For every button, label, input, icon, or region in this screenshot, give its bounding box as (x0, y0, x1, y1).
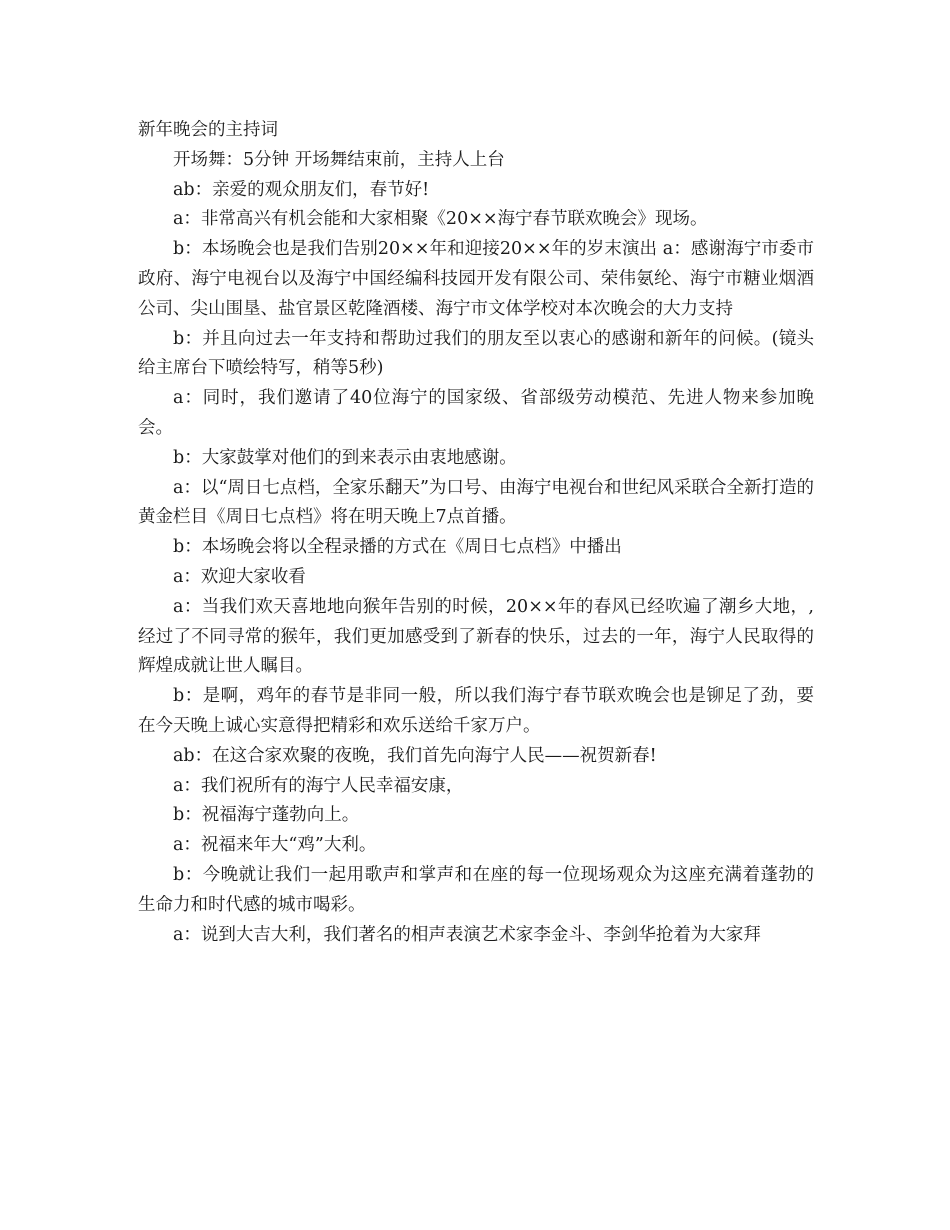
paragraph-welcome-watch: a：欢迎大家收看 (173, 566, 306, 587)
paragraph-thanks-sponsors: b：本场晚会也是我们告别20××年和迎接20××年的岁末演出 a：感谢海宁市委市政府、海宁电视台以及海宁中国经编科技园开发有限公司、荣伟氨纶、海宁市糖业烟酒公司、尖山围垦、盐官景区乾隆酒楼、海宁市文体学校对本次晚会的大力支持 (138, 239, 814, 319)
paragraph-spring-wind: a：当我们欢天喜地地向猴年告别的时候，20××年的春风已经吹遍了潮乡大地，,经过了不同寻常的猴年，我们更加感受到了新春的快乐，过去的一年，海宁人民取得的辉煌成就让世人瞩目。 (138, 596, 814, 677)
paragraph-opening-dance: 开场舞：5分钟 开场舞结束前，主持人上台 (173, 149, 505, 170)
paragraph-cheer-city: b：今晚就让我们一起用歌声和掌声和在座的每一位现场观众为这座充满着蓬勃的生命力和时代感的城市喝彩。 (138, 864, 814, 915)
paragraph-program-intro: a：以“周日七点档，全家乐翻天”为口号、由海宁电视台和世纪风采联合全新打造的黄金栏目《周日七点档》将在明天晚上7点首播。 (138, 477, 814, 528)
paragraph-crosstalk-intro: a：说到大吉大利，我们著名的相声表演艺术家李金斗、李剑华抢着为大家拜 (173, 924, 761, 945)
paragraph-welcome: a：非常高兴有机会能和大家相聚《20××海宁春节联欢晚会》现场。 (173, 209, 708, 230)
paragraph-invited-guests: a：同时，我们邀请了40位海宁的国家级、省部级劳动模范、先进人物来参加晚会。 (138, 388, 814, 438)
paragraph-applause: b：大家鼓掌对他们的到来表示由衷地感谢。 (173, 447, 517, 468)
paragraph-broadcast: b：本场晚会将以全程录播的方式在《周日七点档》中播出 (173, 537, 622, 558)
paragraph-wish-happiness: a：我们祝所有的海宁人民幸福安康， (173, 775, 464, 796)
paragraph-rooster-year: b：是啊，鸡年的春节是非同一般，所以我们海宁春节联欢晚会也是铆足了劲，要在今天晚上诚心实意得把精彩和欢乐送给千家万户。 (138, 686, 814, 736)
paragraph-congratulations: ab：在这合家欢聚的夜晚，我们首先向海宁人民——祝贺新春! (173, 745, 657, 766)
paragraph-new-year-wishes: b：并且向过去一年支持和帮助过我们的朋友至以衷心的感谢和新年的问候。(镜头给主席台下喷绘特写，稍等5秒) (138, 328, 814, 379)
paragraph-wish-good-luck: a：祝福来年大“鸡”大利。 (173, 835, 377, 856)
paragraph-greeting: ab：亲爱的观众朋友们，春节好! (173, 179, 430, 200)
document-body (138, 116, 814, 950)
paragraph-wish-prosperity: b：祝福海宁蓬勃向上。 (173, 805, 360, 826)
document-title: 新年晚会的主持词 (138, 120, 278, 140)
